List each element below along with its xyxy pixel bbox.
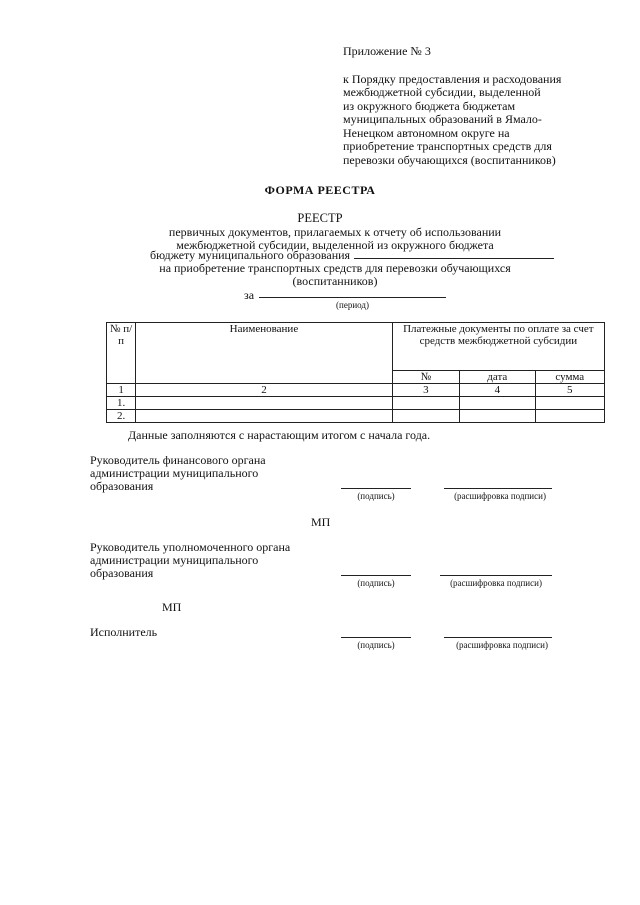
signature-caption: (подпись)	[357, 640, 395, 650]
cell[interactable]	[460, 410, 535, 423]
appendix-line: перевозки обучающихся (воспитанников)	[343, 152, 556, 167]
signature-caption: (подпись)	[357, 578, 395, 588]
cell[interactable]	[136, 410, 393, 423]
cell[interactable]	[392, 410, 459, 423]
period-caption: (период)	[336, 300, 369, 310]
column-number: 2	[136, 384, 393, 397]
appendix-line: из окружного бюджета бюджетам	[343, 98, 516, 113]
column-number: 1	[107, 384, 136, 397]
decode-blank[interactable]	[440, 575, 552, 576]
header-num: № п/п	[107, 323, 136, 384]
signature-blank[interactable]	[341, 488, 411, 489]
table-row	[107, 397, 605, 410]
decode-blank[interactable]	[444, 488, 552, 489]
finance-head-label: Руководитель финансового органа администрации муниципального образования	[90, 453, 266, 493]
authorized-head-label: Руководитель уполномоченного органа администрации муниципального образования	[90, 540, 291, 580]
decode-caption: (расшифровка подписи)	[456, 640, 548, 650]
header-date: дата	[460, 371, 535, 384]
executor-label: Исполнитель	[90, 625, 158, 639]
cell[interactable]	[136, 397, 393, 410]
table-row	[107, 410, 605, 423]
cell[interactable]	[392, 397, 459, 410]
appendix-line: Ненецком автономном округе на	[343, 125, 510, 140]
budget-blank[interactable]	[354, 248, 554, 259]
cell[interactable]	[535, 397, 604, 410]
transport-line: на приобретение транспортных средств для перевозки обучающихся	[159, 261, 511, 275]
header-payments: Платежные документы по оплате за счет средств межбюджетной субсидии	[392, 323, 604, 371]
form-title: ФОРМА РЕЕСТРА	[264, 183, 376, 197]
appendix-block	[343, 45, 593, 167]
decode-caption: (расшифровка подписи)	[450, 578, 542, 588]
header-doc-no: №	[392, 371, 459, 384]
description-line: первичных документов, прилагаемых к отчету об использовании	[168, 225, 502, 239]
description-line: межбюджетной субсидии, выделенной из окружного бюджета	[176, 237, 494, 252]
signature-blank[interactable]	[341, 575, 411, 576]
period-prefix: за	[244, 288, 255, 302]
signature-caption: (подпись)	[357, 491, 395, 501]
appendix-line: к Порядку предоставления и расходования	[343, 71, 562, 86]
register-title: РЕЕСТР	[297, 211, 343, 225]
cell[interactable]	[460, 397, 535, 410]
appendix-number: Приложение № 3	[343, 44, 431, 58]
period-blank[interactable]	[259, 297, 446, 298]
header-sum: сумма	[535, 371, 604, 384]
column-number: 5	[535, 384, 604, 397]
appendix-line: муниципальных образований в Ямало-	[343, 112, 542, 126]
appendix-line: приобретение транспортных средств для	[343, 139, 552, 153]
budget-label: бюджету муниципального образования	[150, 248, 351, 262]
decode-blank[interactable]	[444, 637, 552, 638]
decode-caption: (расшифровка подписи)	[454, 491, 546, 501]
row-number: 2.	[107, 410, 136, 423]
register-table	[106, 322, 605, 423]
header-name: Наименование	[136, 323, 393, 384]
transport-text	[150, 262, 520, 287]
transport-line: (воспитанников)	[292, 273, 378, 288]
cell[interactable]	[535, 410, 604, 423]
stamp-place: МП	[162, 600, 182, 614]
column-number: 4	[460, 384, 535, 397]
column-number: 3	[392, 384, 459, 397]
cumulative-note: Данные заполняются с нарастающим итогом с начала года.	[128, 428, 431, 442]
row-number: 1.	[107, 397, 136, 410]
stamp-place: МП	[311, 515, 331, 529]
appendix-line: межбюджетной субсидии, выделенной	[343, 85, 541, 99]
signature-blank[interactable]	[341, 637, 411, 638]
